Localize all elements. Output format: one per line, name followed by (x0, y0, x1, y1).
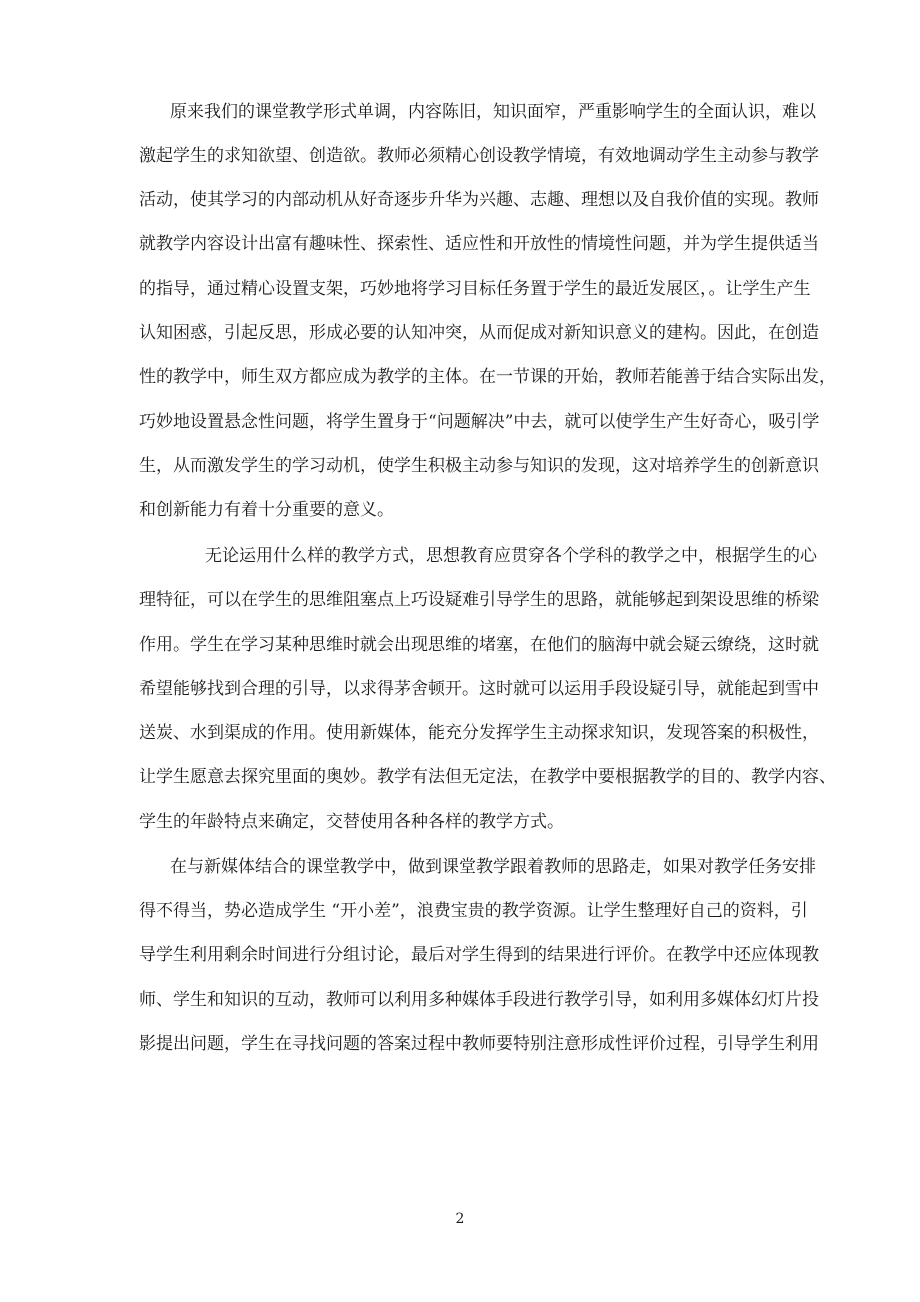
text-line: 让学生愿意去探究里面的奥妙。教学有法但无定法，在教学中要根据教学的目的、教学内容、 (139, 767, 836, 787)
text-line: 的指导，通过精心设置支架，巧妙地将学习目标任务置于学生的最近发展区，。让学生产生 (139, 279, 811, 299)
text-line: 学生的年龄特点来确定，交替使用各种各样的教学方式。 (139, 812, 564, 832)
text-line: 得不得当，势必造成学生 “开小差”，浪费宝贵的教学资源。让学生整理好自己的资料，引 (139, 901, 808, 921)
text-line: 激起学生的求知欲望、创造欲。教师必须精心创设教学情境，有效地调动学生主动参与教学 (139, 146, 819, 166)
text-line: 活动，使其学习的内部动机从好奇逐步升华为兴趣、志趣、理想以及自我价值的实现。教师 (139, 190, 819, 210)
text-line: 生，从而激发学生的学习动机，使学生积极主动参与知识的发现，这对培养学生的创新意识 (139, 456, 819, 476)
text-line: 师、学生和知识的互动，教师可以利用多种媒体手段进行教学引导，如利用多媒体幻灯片投 (139, 990, 819, 1010)
page-number: 2 (455, 1211, 465, 1227)
text-line: 影提出问题，学生在寻找问题的答案过程中教师要特别注意形成性评价过程，引导学生利用 (139, 1034, 819, 1054)
text-line: 和创新能力有着十分重要的意义。 (139, 500, 394, 520)
text-line: 无论运用什么样的教学方式，思想教育应贯穿各个学科的教学之中，根据学生的心 (205, 546, 817, 566)
text-line: 性的教学中，师生双方都应成为教学的主体。在一节课的开始，教师若能善于结合实际出发， (139, 367, 836, 387)
text-line: 认知困惑，引起反思，形成必要的认知冲突，从而促成对新知识意义的建构。因此，在创造 (139, 323, 819, 343)
text-line: 原来我们的课堂教学形式单调，内容陈旧，知识面窄，严重影响学生的全面认识，难以 (170, 102, 816, 122)
text-line: 作用。学生在学习某种思维时就会出现思维的堵塞，在他们的脑海中就会疑云缭绕，这时就 (139, 635, 819, 655)
text-line: 巧妙地设置悬念性问题，将学生置身于“问题解决”中去，就可以使学生产生好奇心，吸引学 (139, 412, 820, 432)
text-line: 在与新媒体结合的课堂教学中，做到课堂教学跟着教师的思路走，如果对教学任务安排 (170, 857, 816, 877)
text-line: 导学生利用剩余时间进行分组讨论，最后对学生得到的结果进行评价。在教学中还应体现教 (139, 945, 819, 965)
text-line: 送炭、水到渠成的作用。使用新媒体，能充分发挥学生主动探求知识，发现答案的积极性， (139, 723, 819, 743)
text-line: 理特征，可以在学生的思维阻塞点上巧设疑难引导学生的思路，就能够起到架设思维的桥梁 (139, 590, 819, 610)
text-line: 就教学内容设计出富有趣味性、探索性、适应性和开放性的情境性问题，并为学生提供适当 (139, 234, 819, 254)
text-line: 希望能够找到合理的引导，以求得茅舍顿开。这时就可以运用手段设疑引导，就能起到雪中 (139, 679, 819, 699)
